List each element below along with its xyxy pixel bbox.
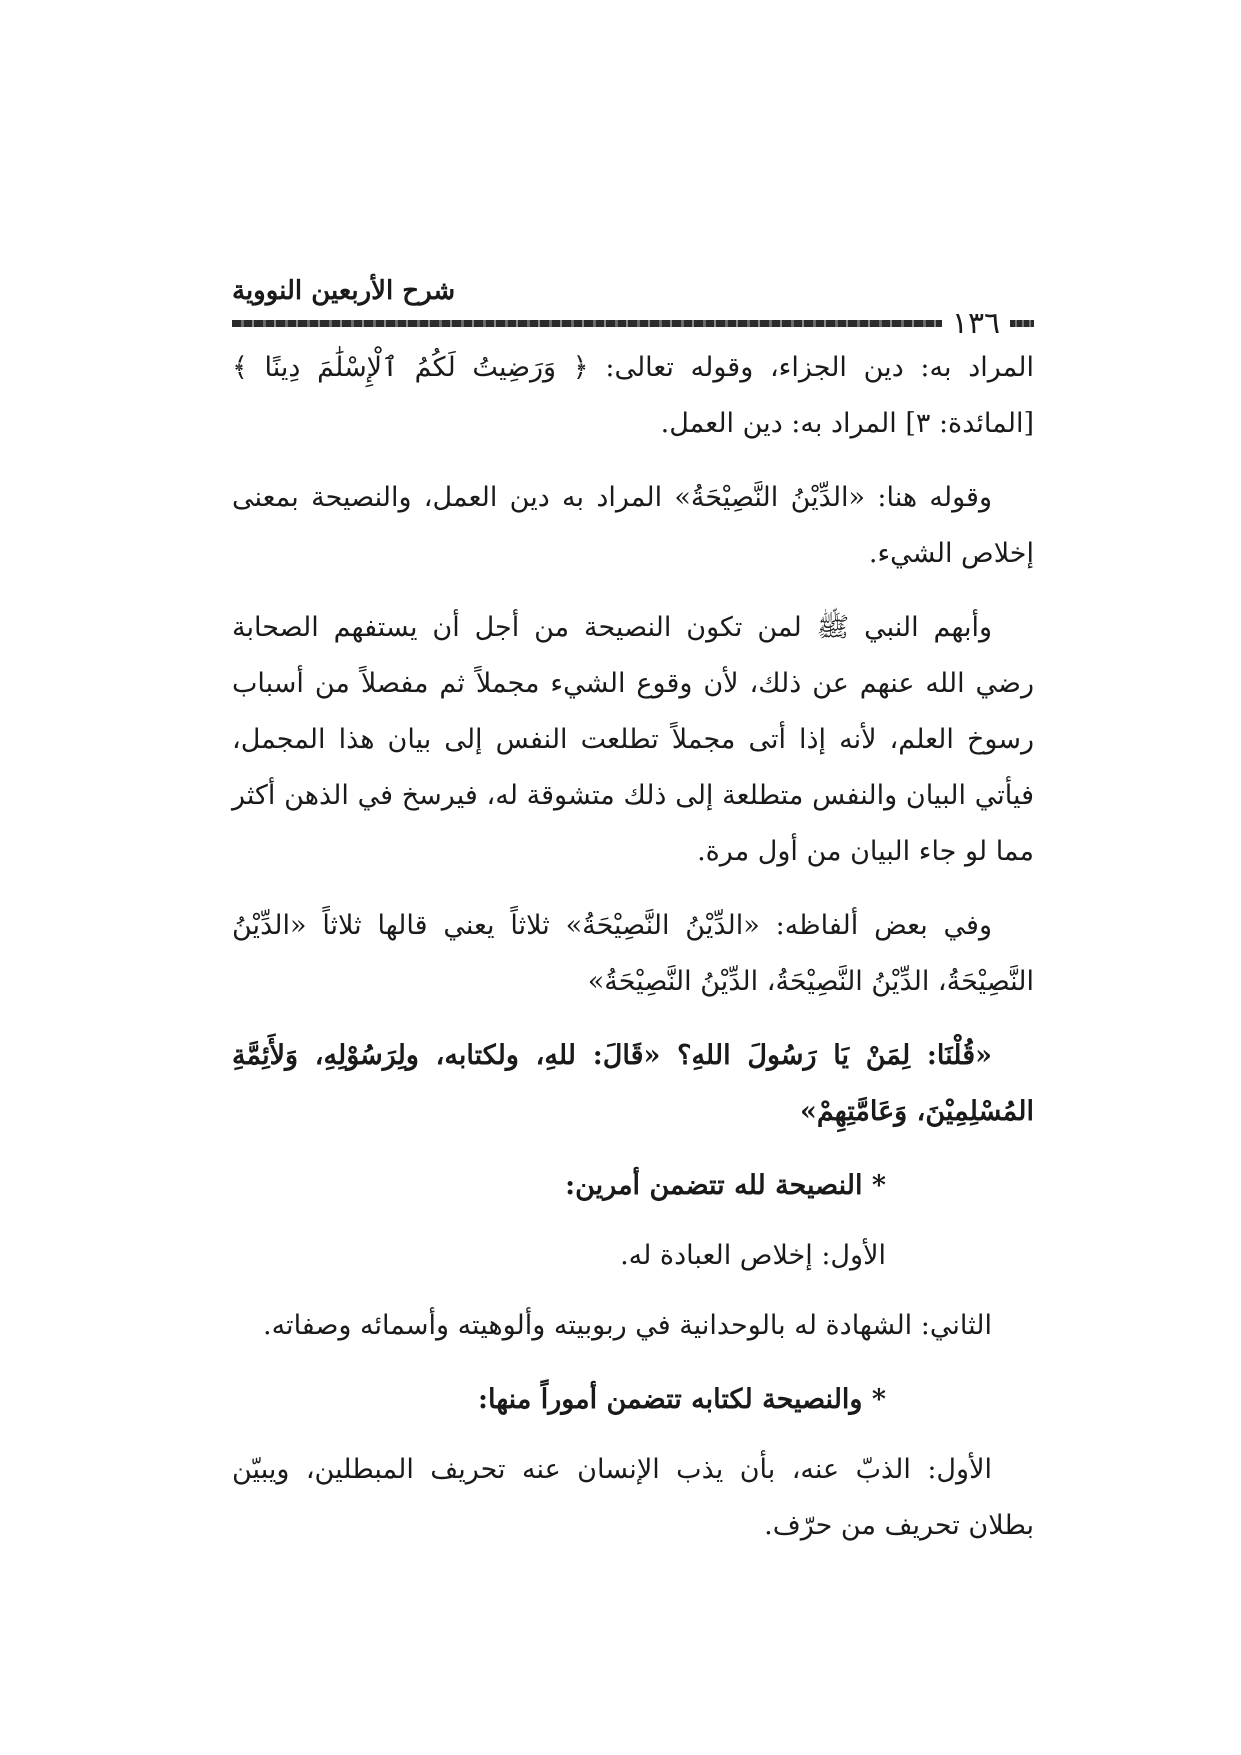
page-number: ١٣٦ [951, 306, 1001, 341]
running-title: شرح الأربعين النووية [232, 276, 456, 306]
paragraph-3: وأبهم النبي ﷺ لمن تكون النصيحة من أجل أن يستفهم الصحابة رضي الله عنهم عن ذلك، لأن وقوع الشيء مجملاً ثم مفصلاً من أسباب رسوخ العلم، لأنه إذا أتى مجملاً تطلعت النفس إلى بيان هذا المجمل، فيأتي البيان والنفس متطلعة إلى ذلك متشوقة له، فيرسخ في الذهن أكثر مما لو جاء البيان من أول مرة. [232, 612, 1034, 867]
section1-first: الأول: إخلاص العبادة له. [620, 1240, 886, 1271]
section2-first: الأول: الذبّ عنه، بأن يذب الإنسان عنه تحريف المبطلين، ويبيّن بطلان تحريف من حرّف. [232, 1454, 1034, 1541]
paragraph-1: المراد به: دين الجزاء، وقوله تعالى: ﴿ وَرَضِيتُ لَكُمُ ٱلْإِسْلَٰمَ دِينًا ﴾ [المائدة: ٣] المراد به: دين العمل. [232, 352, 1034, 439]
page-body [232, 340, 1034, 1572]
hadith-quote: «قُلْنَا: لِمَنْ يَا رَسُولَ اللهِ؟ «قَالَ: للهِ، ولكتابه، ولِرَسُوْلِهِ، وَلأَئِمَّةِ المُسْلِمِيْنَ، وَعَامَّتِهِمْ» [232, 1040, 1034, 1127]
paragraph-4: وفي بعض ألفاظه: «الدِّيْنُ النَّصِيْحَةُ» ثلاثاً يعني قالها ثلاثاً «الدِّيْنُ النَّصِيْحَةُ، الدِّيْنُ النَّصِيْحَةُ، الدِّيْنُ النَّصِيْحَةُ» [232, 910, 1034, 997]
section1-second: الثاني: الشهادة له بالوحدانية في ربوبيته وألوهيته وأسمائه وصفاته. [263, 1310, 992, 1341]
section1-heading: * النصيحة لله تتضمن أمرين: [565, 1170, 886, 1201]
section2-heading: * والنصيحة لكتابه تتضمن أموراً منها: [478, 1384, 886, 1415]
header-rule [232, 320, 942, 327]
paragraph-2: وقوله هنا: «الدِّيْنُ النَّصِيْحَةُ» المراد به دين العمل، والنصيحة بمعنى إخلاص الشيء. [232, 482, 1034, 569]
header-rule-ornament [1010, 320, 1034, 327]
